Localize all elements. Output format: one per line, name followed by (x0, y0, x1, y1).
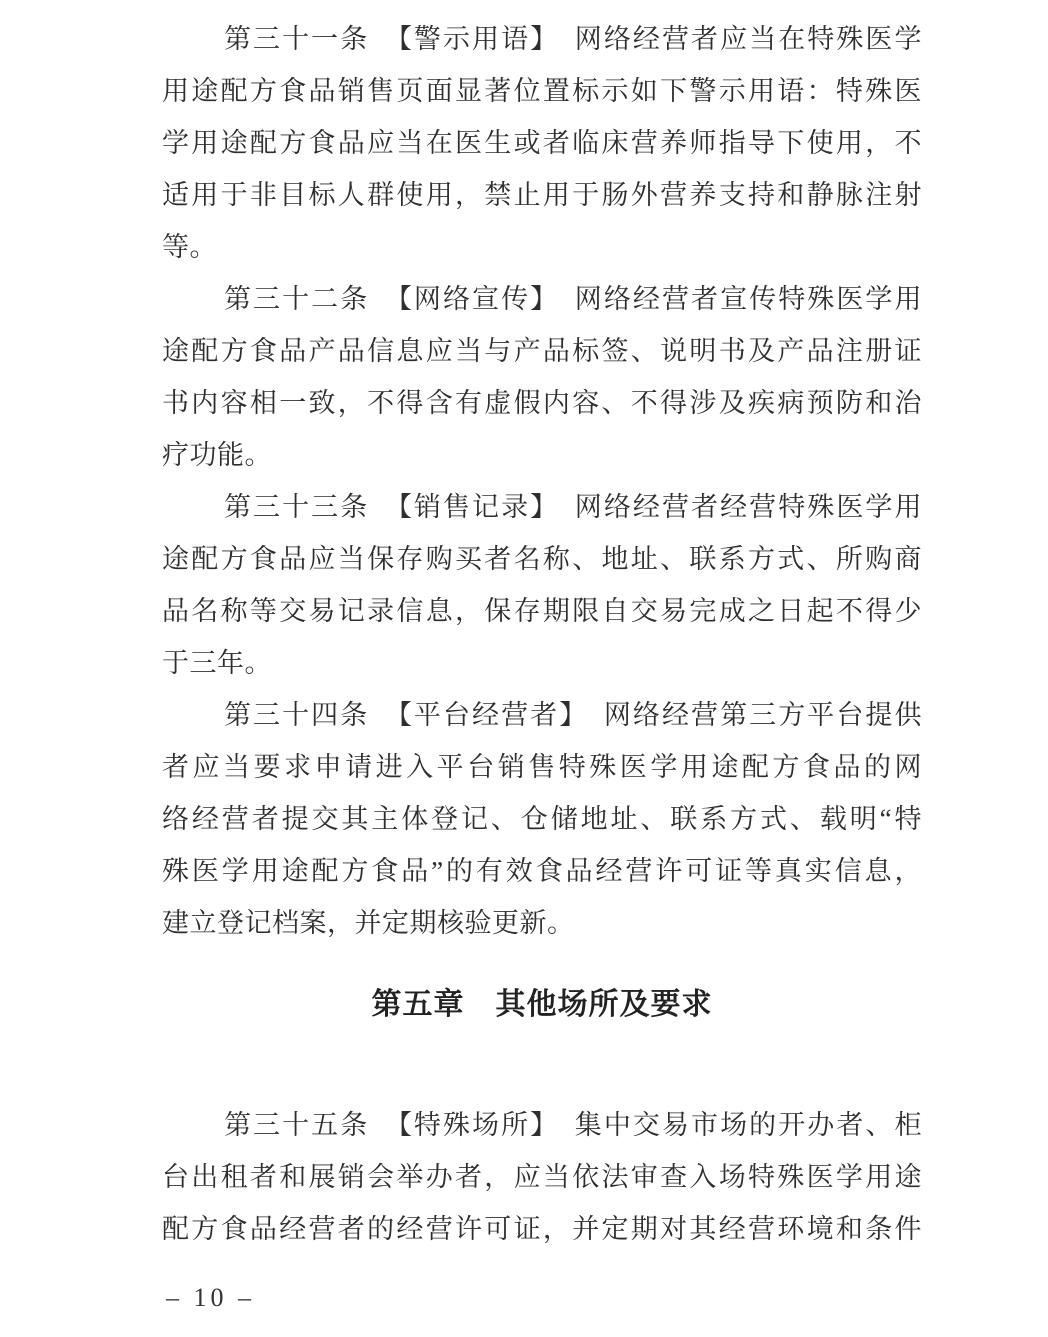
text-line: 第三十五条 【特殊场所】 集中交易市场的开办者、柜 (224, 1110, 922, 1140)
text-line: 途配方食品产品信息应当与产品标签、说明书及产品注册证 (162, 336, 922, 366)
text-line: 于三年。 (162, 648, 272, 678)
text-line: 第三十二条 【网络宣传】 网络经营者宣传特殊医学用 (224, 284, 922, 314)
text-line: 品名称等交易记录信息，保存期限自交易完成之日起不得少 (162, 596, 922, 626)
text-line: 途配方食品应当保存购买者名称、地址、联系方式、所购商 (162, 544, 922, 574)
text-line: 适用于非目标人群使用，禁止用于肠外营养支持和静脉注射 (162, 180, 922, 210)
text-line: 建立登记档案，并定期核验更新。 (162, 908, 575, 938)
text-line: 等。 (162, 232, 217, 262)
text-line: 络经营者提交其主体登记、仓储地址、联系方式、载明“特 (162, 804, 922, 834)
paragraph-article-31 (162, 13, 922, 273)
text-line: 疗功能。 (162, 440, 272, 470)
text-line: 用途配方食品销售页面显著位置标示如下警示用语：特殊医 (162, 76, 922, 106)
text-line: 第三十三条 【销售记录】 网络经营者经营特殊医学用 (224, 492, 922, 522)
text-line: 学用途配方食品应当在医生或者临床营养师指导下使用，不 (162, 128, 922, 158)
paragraph-article-32 (162, 273, 922, 481)
text-line: 殊医学用途配方食品”的有效食品经营许可证等真实信息， (162, 856, 922, 886)
text-line: 配方食品经营者的经营许可证，并定期对其经营环境和条件 (162, 1214, 922, 1244)
page-number: – 10 – (166, 1283, 255, 1312)
paragraph-article-33 (162, 481, 922, 689)
text-line: 第三十一条 【警示用语】 网络经营者应当在特殊医学 (224, 24, 922, 54)
text-line: 书内容相一致，不得含有虚假内容、不得涉及疾病预防和治 (162, 388, 922, 418)
paragraph-article-34 (162, 689, 922, 949)
text-line: 台出租者和展销会举办者，应当依法审查入场特殊医学用途 (162, 1162, 922, 1192)
text-line: 第三十四条 【平台经营者】 网络经营第三方平台提供 (224, 700, 922, 730)
paragraph-article-35 (162, 1099, 922, 1255)
chapter-heading: 第五章 其他场所及要求 (371, 988, 713, 1021)
document-body (162, 13, 922, 1255)
text-line: 者应当要求申请进入平台销售特殊医学用途配方食品的网 (162, 752, 922, 782)
